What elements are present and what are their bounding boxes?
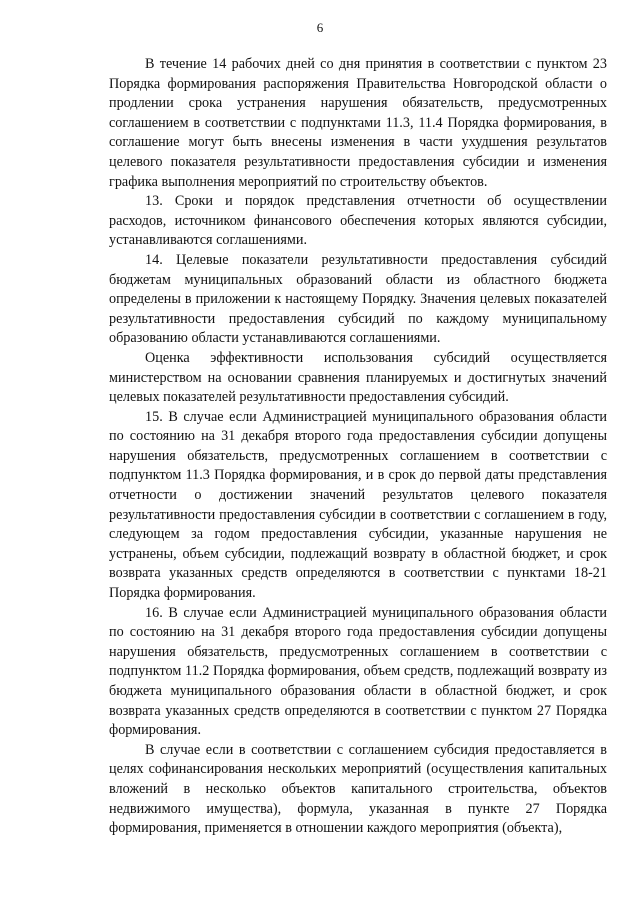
paragraph-16-violations: 16. В случае если Администрацией муниципального образования области по состоянию на 31 декабря второго года предоставления субсидии допущены нарушения обязательств, предусмотренных соглашением в соответствии с подпунктом 11.2 Порядка формирования, объем средств, подлежащий возврату из бюджета муниципального образования области в областной бюджет, и срок возврата указанных средств определяются в соответствии с пунктом 27 Порядка формирования. — [109, 604, 607, 739]
document-body — [109, 55, 607, 839]
paragraph-13-reporting: 13. Сроки и порядок представления отчетности об осуществлении расходов, источником финансового обеспечения которых являются субсидии, устанавливаются соглашениями. — [109, 193, 607, 249]
paragraph-amendment-period: В течение 14 рабочих дней со дня принятия в соответствии с пунктом 23 Порядка формирования распоряжения Правительства Новгородской области о продлении срока устранения нарушения обязательств, предусмотренных соглашением в соответствии с подпунктами 11.3, 11.4 Порядка формирования, в соглашение могут быть внесены изменения в части ухудшения результатов целевого показателя результативности предоставления субсидии и изменения графика выполнения мероприятий по строительству объектов. — [109, 56, 607, 190]
page-number: 6 — [316, 20, 324, 35]
paragraph-cofinancing: В случае если в соответствии с соглашением субсидия предоставляется в целях софинансирования нескольких мероприятий (осуществления капитальных вложений в несколько объектов капитального строительства, объектов недвижимого имущества), формула, указанная в пункте 27 Порядка формирования, применяется в отношении каждого мероприятия (объекта), — [109, 741, 607, 837]
paragraph-14-target-indicators: 14. Целевые показатели результативности предоставления субсидий бюджетам муниципальных образований области из областного бюджета определены в приложении к настоящему Порядку. Значения целевых показателей результативности предоставления субсидий по каждому муниципальному образованию области устанавливаются соглашениями. — [109, 251, 607, 347]
paragraph-efficiency-assessment: Оценка эффективности использования субсидий осуществляется министерством на основании сравнения планируемых и достигнутых значений целевых показателей результативности предоставления субсидий. — [109, 349, 607, 406]
paragraph-15-violations: 15. В случае если Администрацией муниципального образования области по состоянию на 31 декабря второго года предоставления субсидии допущены нарушения обязательств, предусмотренных соглашением в соответствии с подпунктом 11.3 Порядка формирования, и в срок до первой даты представления отчетности о достижении значений результатов целевого показателя результативности предоставления субсидии в соответствии с соглашением в году, следующем за годом предоставления субсидии, указанные нарушения не устранены, объем субсидии, подлежащий возврату в областной бюджет, и срок возврата указанных средств определяются в соответствии с пунктами 18-21 Порядка формирования. — [109, 408, 607, 602]
